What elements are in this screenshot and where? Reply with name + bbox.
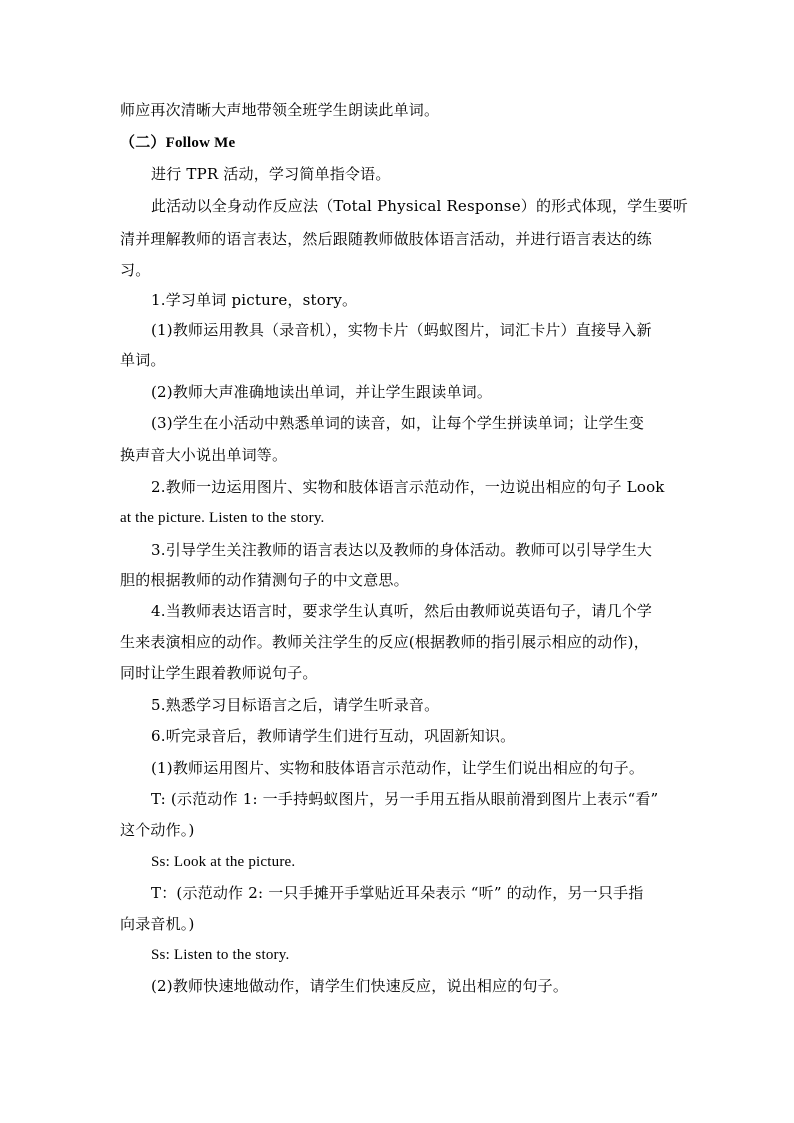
paragraph-line: 清并理解教师的语言表达，然后跟随教师做肢体语言活动，并进行语言表达的练 <box>120 230 653 248</box>
paragraph-line: 向录音机。) <box>120 915 195 933</box>
paragraph-line: 进行 TPR 活动，学习简单指令语。 <box>151 165 391 183</box>
paragraph-line: 胆的根据教师的动作猜测句子的中文意思。 <box>120 571 409 589</box>
list-item: 5.熟悉学习目标语言之后，请学生听录音。 <box>151 696 440 714</box>
paragraph-line: 单词。 <box>120 351 166 369</box>
paragraph-line: 同时让学生跟着教师说句子。 <box>120 664 318 682</box>
list-item: (3)学生在小活动中熟悉单词的读音，如，让每个学生拼读单词；让学生变 <box>151 414 645 432</box>
list-item: (1)教师运用图片、实物和肢体语言示范动作，让学生们说出相应的句子。 <box>151 759 645 777</box>
dialogue-line: T: (示范动作 1: 一手持蚂蚁图片，另一手用五指从眼前滑到图片上表示“看” <box>151 790 659 808</box>
list-item: (2)教师大声准确地读出单词，并让学生跟读单词。 <box>151 383 493 401</box>
paragraph-line: 习。 <box>120 261 151 279</box>
list-item: 2.教师一边运用图片、实物和肢体语言示范动作，一边说出相应的句子 Look <box>151 478 665 496</box>
list-item: 4.当教师表达语言时，要求学生认真听，然后由教师说英语句子，请几个学 <box>151 602 653 620</box>
list-item: 6.听完录音后，教师请学生们进行互动，巩固新知识。 <box>151 727 516 745</box>
dialogue-line: Ss: Listen to the story. <box>151 947 290 963</box>
list-item: 3.引导学生关注教师的语言表达以及教师的身体活动。教师可以引导学生大 <box>151 541 653 559</box>
section-heading: （二）Follow Me <box>120 135 236 151</box>
paragraph-line: 此活动以全身动作反应法（Total Physical Response）的形式体现，学生要听 <box>151 197 688 215</box>
list-item: (2)教师快速地做动作，请学生们快速反应，说出相应的句子。 <box>151 977 569 995</box>
paragraph-line: 换声音大小说出单词等。 <box>120 446 288 464</box>
paragraph-line: 这个动作。) <box>120 821 195 839</box>
paragraph-line: at the picture. Listen to the story. <box>120 510 325 526</box>
paragraph-line: 师应再次清晰大声地带领全班学生朗读此单词。 <box>120 101 440 119</box>
list-item: 1.学习单词 picture，story。 <box>151 291 358 309</box>
list-item: (1)教师运用教具（录音机），实物卡片（蚂蚁图片，词汇卡片）直接导入新 <box>151 321 652 339</box>
dialogue-line: Ss: Look at the picture. <box>151 854 296 870</box>
paragraph-line: 生来表演相应的动作。教师关注学生的反应(根据教师的指引展示相应的动作)， <box>120 633 649 651</box>
dialogue-line: T：(示范动作 2: 一只手摊开手掌贴近耳朵表示 “听” 的动作，另一只手指 <box>151 884 644 902</box>
